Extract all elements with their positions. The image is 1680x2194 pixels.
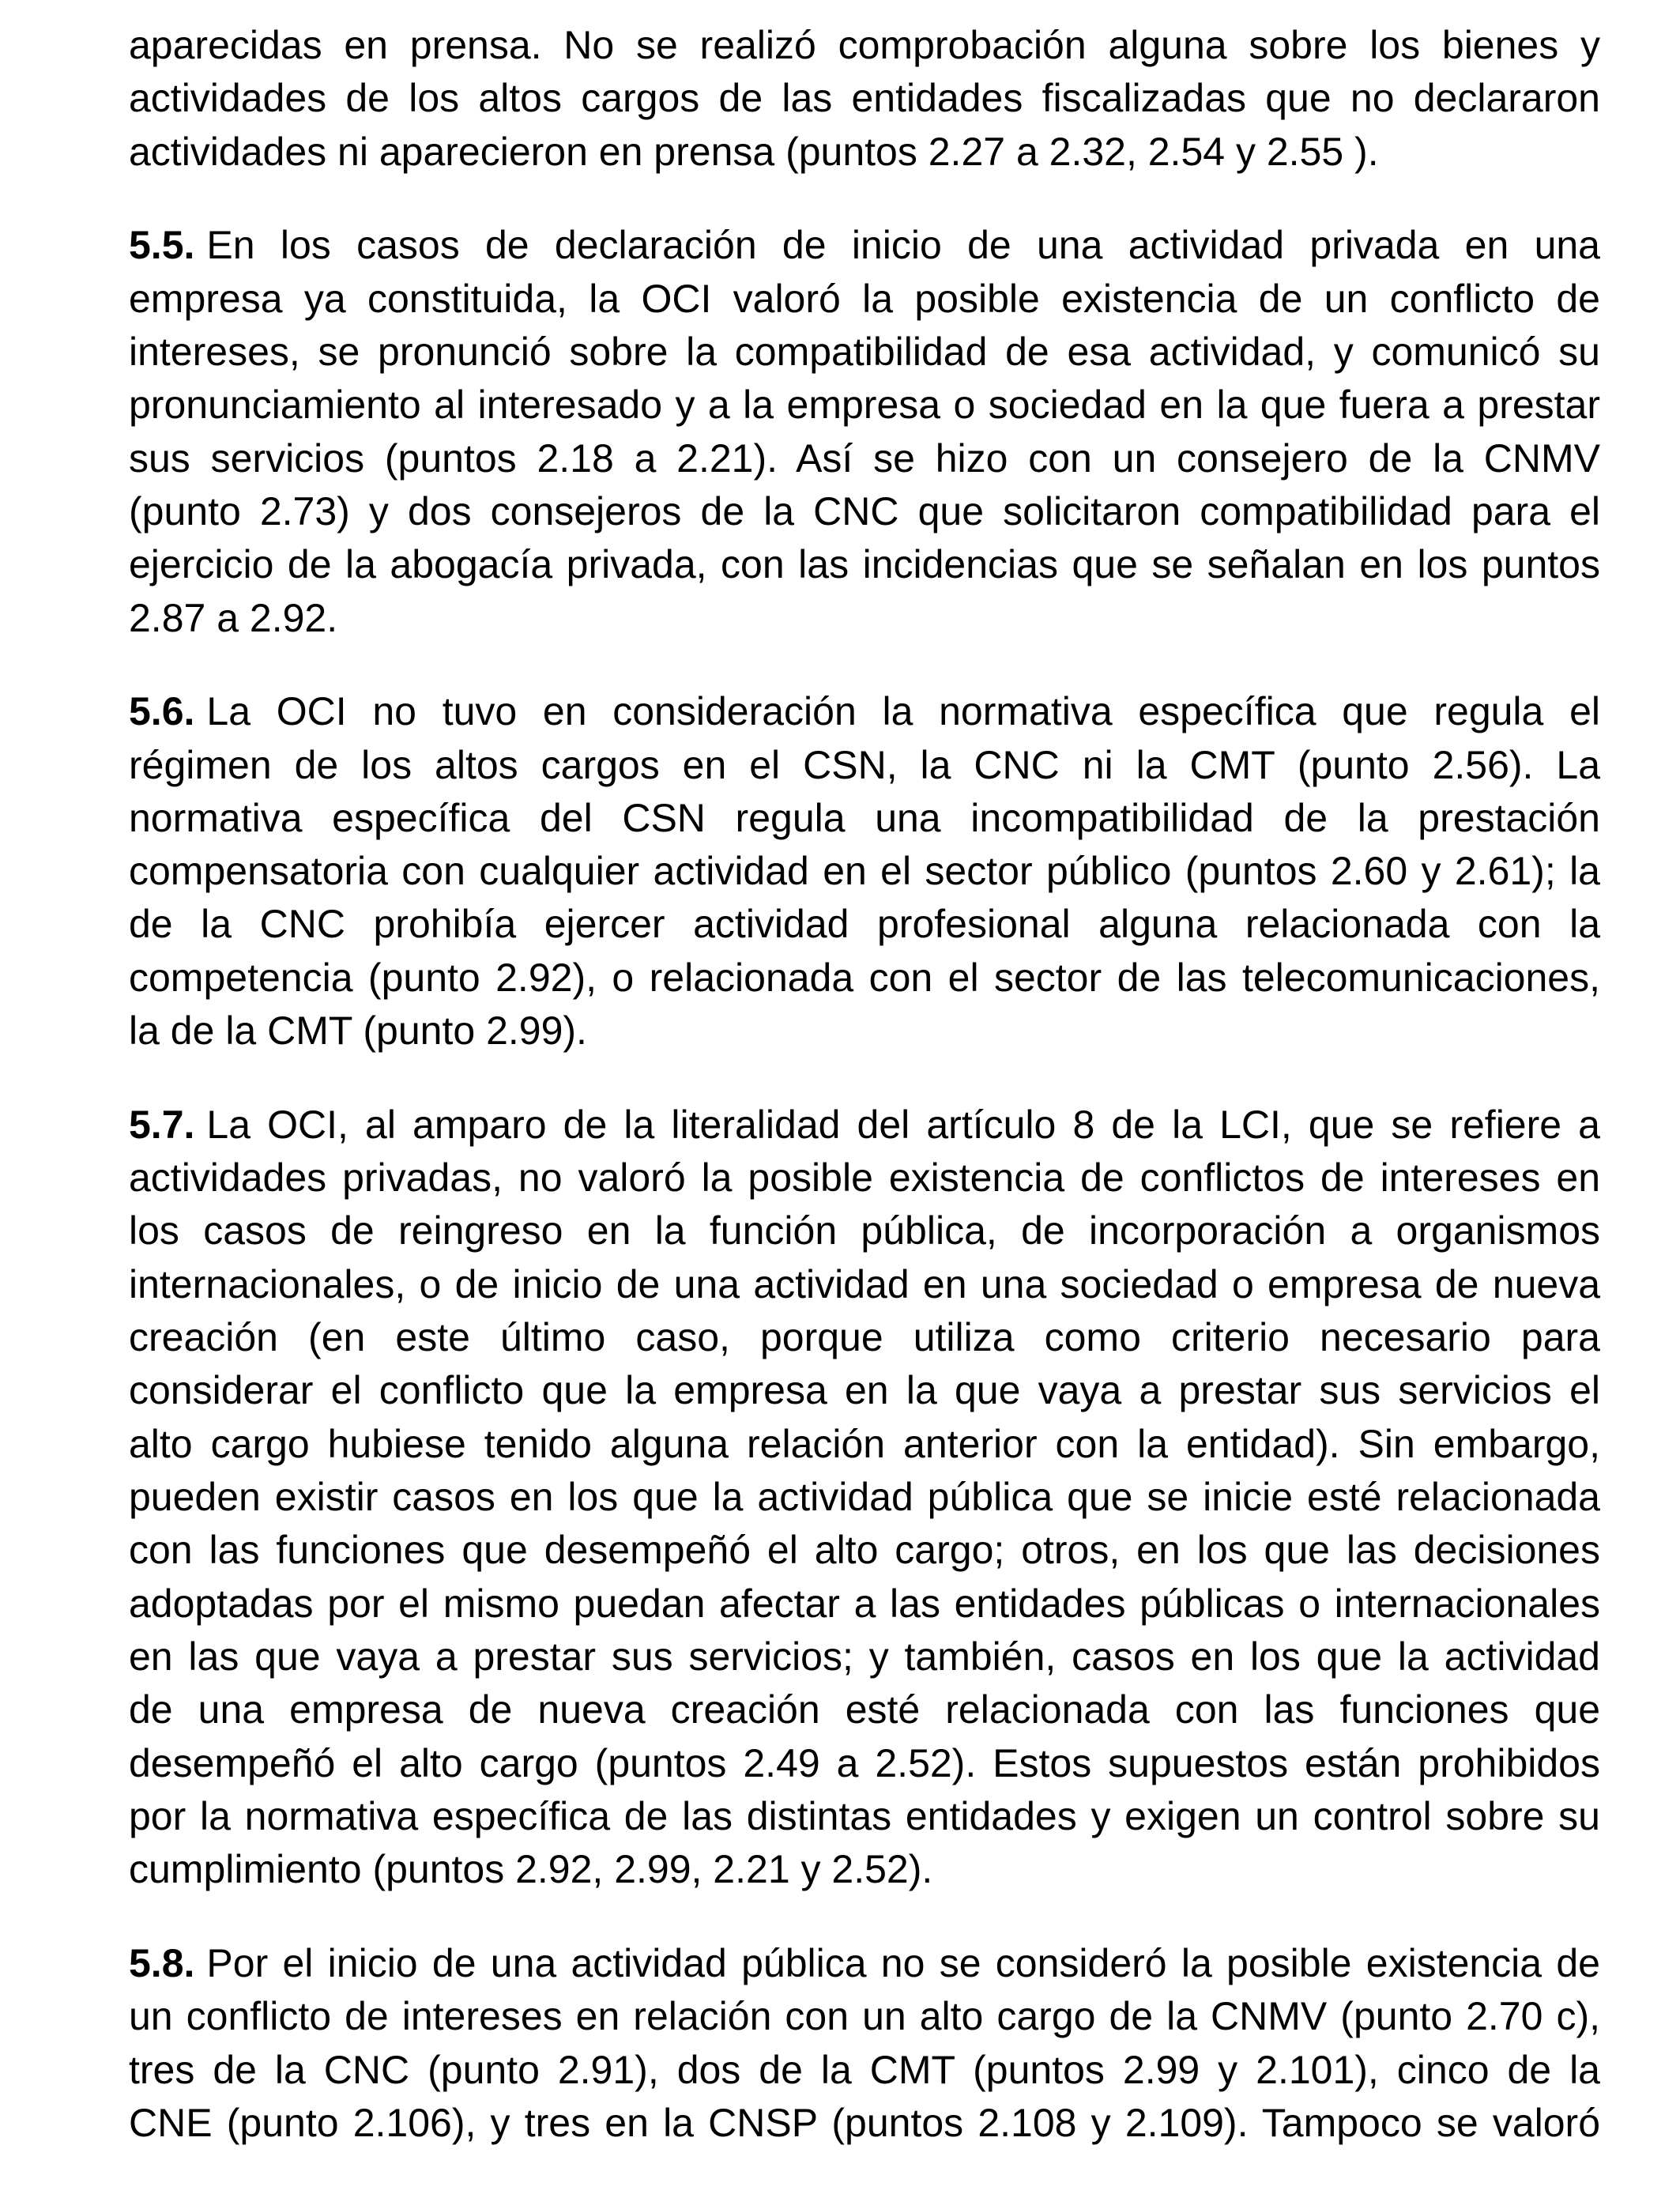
paragraph-continuation [129, 19, 1600, 179]
paragraph-5-7 [129, 1099, 1600, 1897]
line-text: En los casos de declaración de inicio de una actividad privada en una [206, 223, 1600, 268]
text-line: la de la CMT (punto 2.99). [129, 1008, 587, 1054]
text-line: intereses, se pronunció sobre la compatibilidad de esa actividad, y comunicó su [129, 329, 1600, 374]
text-line: aparecidas en prensa. No se realizó comprobación alguna sobre los bienes y [129, 23, 1600, 67]
line-text: La OCI no tuvo en consideración la normativa específica que regula el [206, 689, 1600, 734]
paragraph-number: 5.8. [129, 1940, 195, 1985]
text-line: competencia (punto 2.92), o relacionada con el sector de las telecomunicaciones, [129, 955, 1600, 1000]
text-line: de la CNC prohibía ejercer actividad profesional alguna relacionada con la [129, 902, 1600, 947]
text-line: actividades de los altos cargos de las entidades fiscalizadas que no declararon [129, 76, 1600, 121]
text-line: sus servicios (puntos 2.18 a 2.21). Así se hizo con un consejero de la CNMV [129, 435, 1600, 481]
text-line [129, 219, 1600, 272]
paragraph-5-6 [129, 685, 1600, 1057]
text-line: adoptadas por el mismo puedan afectar a las entidades públicas o internacionales [129, 1581, 1600, 1626]
text-line: régimen de los altos cargos en el CSN, la CNC ni la CMT (punto 2.56). La [129, 742, 1600, 787]
text-line: (punto 2.73) y dos consejeros de la CNC que solicitaron compatibilidad para el [129, 488, 1600, 533]
text-line: cumplimiento (puntos 2.92, 2.99, 2.21 y 2.52). [129, 1847, 933, 1892]
text-line [129, 1937, 1600, 1990]
text-line: empresa ya constituida, la OCI valoró la posible existencia de un conflicto de [129, 276, 1600, 321]
text-line: desempeñó el alto cargo (puntos 2.49 a 2.52). Estos supuestos están prohibidos [129, 1740, 1600, 1785]
text-line: con las funciones que desempeñó el alto cargo; otros, en los que las decisiones [129, 1528, 1600, 1573]
text-line: internacionales, o de inicio de una actividad en una sociedad o empresa de nueva [129, 1261, 1600, 1306]
text-line: pronunciamiento al interesado y a la empresa o sociedad en la que fuera a prestar [129, 383, 1600, 428]
text-line: 2.87 a 2.92. [129, 595, 338, 640]
paragraph-5-5 [129, 219, 1600, 645]
paragraph-number: 5.6. [129, 689, 195, 734]
paragraph-number: 5.5. [129, 223, 195, 268]
text-line: un conflicto de intereses en relación con un alto cargo de la CNMV (punto 2.70 c), [129, 1994, 1600, 2039]
text-line: actividades ni aparecieron en prensa (puntos 2.27 a 2.32, 2.54 y 2.55 ). [129, 129, 1379, 174]
text-line: en las que vaya a prestar sus servicios; y también, casos en los que la actividad [129, 1634, 1600, 1679]
text-line: considerar el conflicto que la empresa en la que vaya a prestar sus servicios el [129, 1368, 1600, 1413]
text-line [129, 1099, 1600, 1152]
text-line: creación (en este último caso, porque utiliza como criterio necesario para [129, 1315, 1600, 1360]
line-text: Por el inicio de una actividad pública no se consideró la posible existencia de [206, 1940, 1600, 1985]
text-line: alto cargo hubiese tenido alguna relación anterior con la entidad). Sin embargo, [129, 1421, 1600, 1466]
text-line: actividades privadas, no valoró la posible existencia de conflictos de intereses en [129, 1155, 1600, 1201]
paragraph-number: 5.7. [129, 1102, 195, 1147]
text-line: compensatoria con cualquier actividad en el sector público (puntos 2.60 y 2.61); la [129, 849, 1600, 894]
text-line: por la normativa específica de las distintas entidades y exigen un control sobre su [129, 1793, 1600, 1838]
line-text: La OCI, al amparo de la literalidad del artículo 8 de la LCI, que se refiere a [206, 1102, 1600, 1147]
text-line: los casos de reingreso en la función pública, de incorporación a organismos [129, 1208, 1600, 1253]
text-line: pueden existir casos en los que la actividad pública que se inicie esté relacionada [129, 1474, 1600, 1519]
paragraph-5-8 [129, 1937, 1600, 2150]
text-line: CNE (punto 2.106), y tres en la CNSP (puntos 2.108 y 2.109). Tampoco se valoró [129, 2100, 1600, 2145]
text-line: normativa específica del CSN regula una incompatibilidad de la prestación [129, 795, 1600, 840]
text-line: ejercicio de la abogacía privada, con las incidencias que se señalan en los puntos [129, 542, 1600, 587]
text-line: tres de la CNC (punto 2.91), dos de la CMT (puntos 2.99 y 2.101), cinco de la [129, 2047, 1600, 2092]
text-line [129, 685, 1600, 738]
text-line: de una empresa de nueva creación esté relacionada con las funciones que [129, 1687, 1600, 1732]
